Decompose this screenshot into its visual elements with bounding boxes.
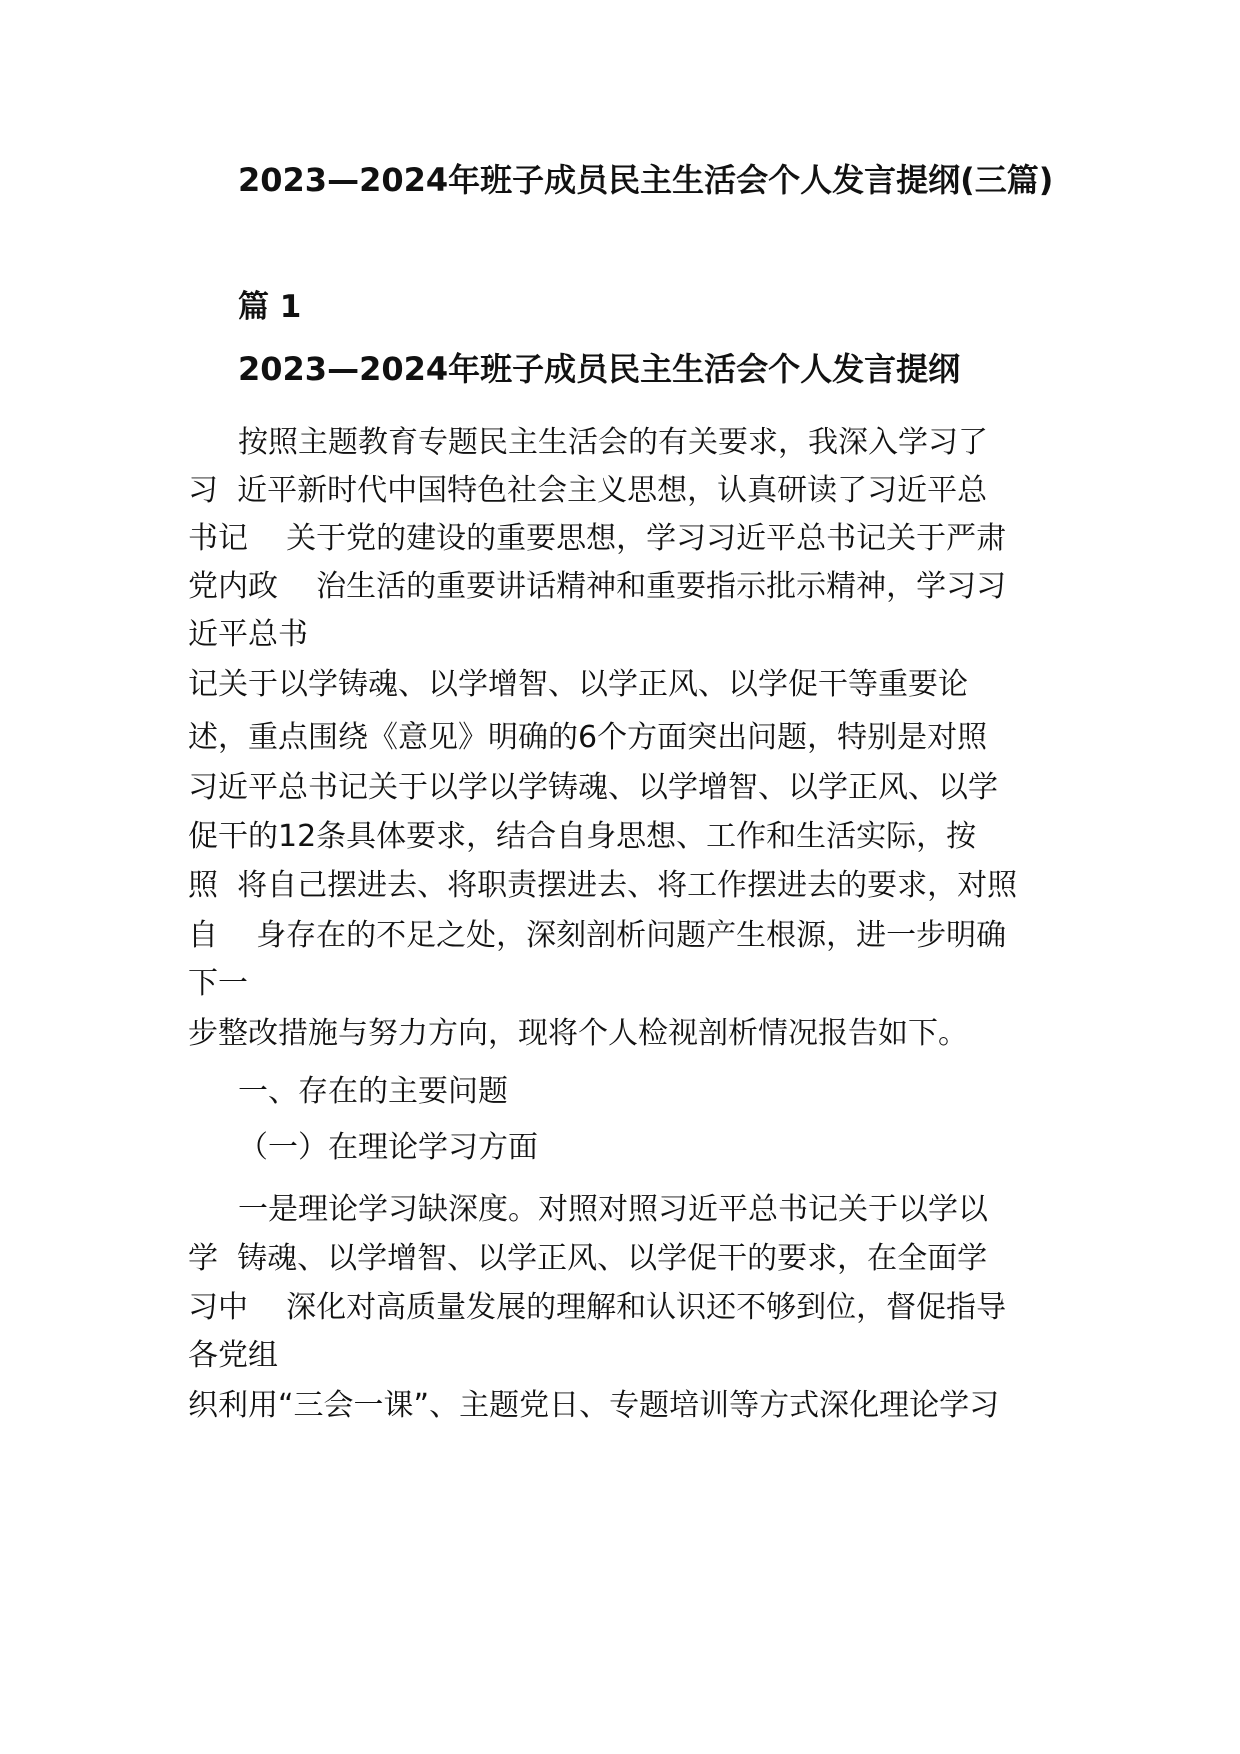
section-label: 篇 1: [238, 289, 302, 325]
body-line: 织利用“三会一课”、主题党日、专题培训等方式深化理论学习: [188, 1388, 1000, 1423]
body-line: 习 近平新时代中国特色社会主义思想，认真研读了习近平总: [188, 473, 988, 508]
body-subheading: （一）在理论学习方面: [238, 1130, 538, 1165]
body-line: 近平总书: [188, 617, 308, 652]
body-line: 习近平总书记关于以学以学铸魂、以学增智、以学正风、以学: [188, 770, 998, 805]
section-subtitle: 2023—2024年班子成员民主生活会个人发言提纲: [238, 350, 961, 388]
body-line: 一是理论学习缺深度。对照对照习近平总书记关于以学以: [238, 1192, 988, 1227]
body-heading: 一、存在的主要问题: [238, 1074, 508, 1109]
body-line: 书记 关于党的建设的重要思想，学习习近平总书记关于严肃: [188, 521, 1007, 556]
body-line: 各党组: [188, 1338, 278, 1373]
document-title: 2023—2024年班子成员民主生活会个人发言提纲(三篇): [238, 161, 1054, 199]
body-line: 学 铸魂、以学增智、以学正风、以学促干的要求，在全面学: [188, 1241, 988, 1276]
body-line: 记关于以学铸魂、以学增智、以学正风、以学促干等重要论: [188, 667, 968, 702]
body-line: 步整改措施与努力方向，现将个人检视剖析情况报告如下。: [188, 1016, 968, 1051]
body-line: 习中 深化对高质量发展的理解和认识还不够到位，督促指导: [188, 1290, 1007, 1325]
body-line: 党内政 治生活的重要讲话精神和重要指示批示精神，学习习: [188, 569, 1007, 604]
body-line: 照 将自己摆进去、将职责摆进去、将工作摆进去的要求，对照: [188, 868, 1018, 903]
body-line: 促干的12条具体要求，结合自身思想、工作和生活实际，按: [188, 819, 977, 854]
body-line: 述，重点围绕《意见》明确的6个方面突出问题，特别是对照: [188, 720, 988, 755]
body-line: 自 身存在的不足之处，深刻剖析问题产生根源，进一步明确: [188, 918, 1007, 953]
body-line: 下一: [188, 966, 248, 1001]
body-line: 按照主题教育专题民主生活会的有关要求，我深入学习了: [238, 425, 988, 460]
